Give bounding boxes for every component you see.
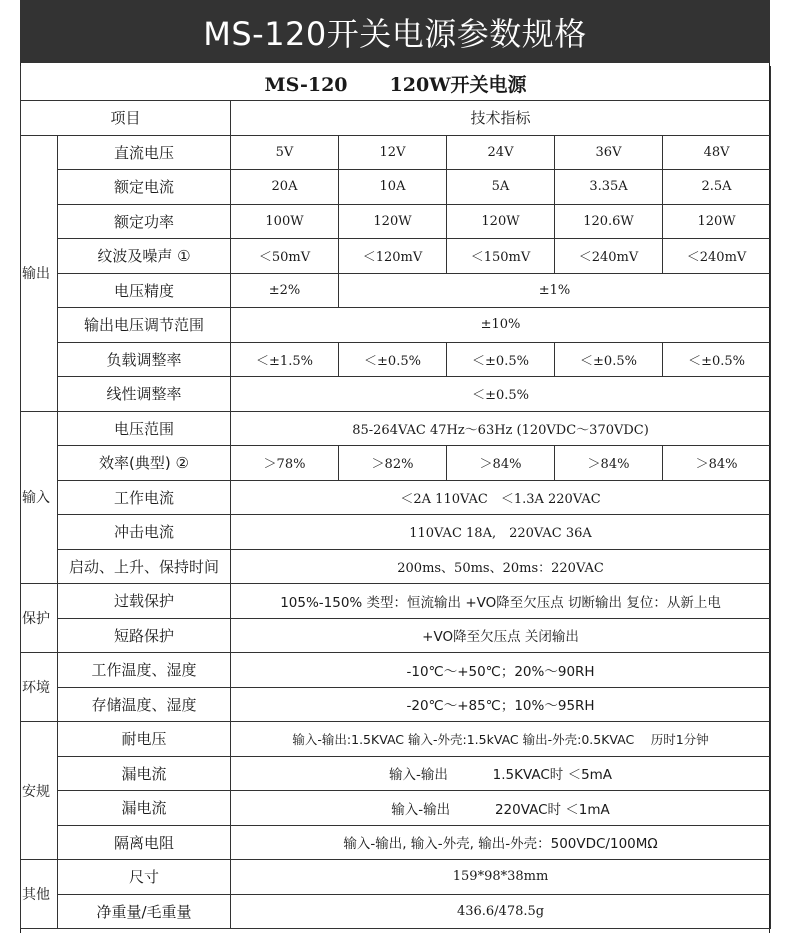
row-label: 效率(典型) ② xyxy=(58,446,231,481)
table-cell: 36V xyxy=(555,135,663,170)
header-row xyxy=(21,101,771,136)
row-label: 线性调整率 xyxy=(58,377,231,412)
row-label: 净重量/毛重量 xyxy=(58,894,231,929)
table-cell: 200ms、50ms、20ms：220VAC xyxy=(231,549,771,584)
group-environment: 环境 xyxy=(21,653,58,722)
table-row xyxy=(21,549,771,584)
table-row xyxy=(21,515,771,550)
table-cell: 5V xyxy=(231,135,339,170)
row-label: 工作电流 xyxy=(58,480,231,515)
table-row xyxy=(21,653,771,688)
model-name: 120W开关电源 xyxy=(389,73,527,96)
table-row xyxy=(21,204,771,239)
table-cell: 20A xyxy=(231,170,339,205)
table-cell: 110VAC 18A, 220VAC 36A xyxy=(231,515,771,550)
table-row xyxy=(21,756,771,791)
table-cell: +VO降至欠压点 关闭输出 xyxy=(231,618,771,653)
table-row xyxy=(21,894,771,929)
table-cell: -20℃～+85℃；10%～95RH xyxy=(231,687,771,722)
table-cell: 输入-输出:1.5KVAC 输入-外壳:1.5kVAC 输出-外壳:0.5KVAC 历时1分钟 xyxy=(231,722,771,757)
group-other: 其他 xyxy=(21,860,58,929)
row-label: 短路保护 xyxy=(58,618,231,653)
table-cell: 120.6W xyxy=(555,204,663,239)
table-cell: 24V xyxy=(447,135,555,170)
group-safety: 安规 xyxy=(21,722,58,860)
header-spec: 技术指标 xyxy=(231,101,771,136)
table-cell: ＜50mV xyxy=(231,239,339,274)
row-label: 纹波及噪声 ① xyxy=(58,239,231,274)
table-row xyxy=(21,411,771,446)
table-row xyxy=(21,584,771,619)
table-row xyxy=(21,308,771,343)
table-row xyxy=(21,446,771,481)
table-row xyxy=(21,170,771,205)
table-cell: ＜120mV xyxy=(339,239,447,274)
table-cell: 100W xyxy=(231,204,339,239)
table-cell: ＜240mV xyxy=(555,239,663,274)
row-label: 额定功率 xyxy=(58,204,231,239)
table-cell: ±1% xyxy=(339,273,771,308)
row-label: 直流电压 xyxy=(58,135,231,170)
table-cell: 12V xyxy=(339,135,447,170)
table-row xyxy=(21,239,771,274)
group-protection: 保护 xyxy=(21,584,58,653)
table-row xyxy=(21,135,771,170)
row-label: 负载调整率 xyxy=(58,342,231,377)
table-row xyxy=(21,377,771,412)
table-cell: ＜±0.5% xyxy=(555,342,663,377)
table-cell: ＞84% xyxy=(555,446,663,481)
table-cell: ＞84% xyxy=(663,446,771,481)
table-cell: 120W xyxy=(663,204,771,239)
row-label: 漏电流 xyxy=(58,756,231,791)
page-title-banner xyxy=(20,0,770,63)
row-label: 启动、上升、保持时间 xyxy=(58,549,231,584)
table-cell: ±2% xyxy=(231,273,339,308)
table-row xyxy=(21,860,771,895)
row-label: 漏电流 xyxy=(58,791,231,826)
row-label: 电压范围 xyxy=(58,411,231,446)
row-label: 尺寸 xyxy=(58,860,231,895)
table-cell: ＜150mV xyxy=(447,239,555,274)
row-label: 电压精度 xyxy=(58,273,231,308)
table-cell: 3.35A xyxy=(555,170,663,205)
model-row xyxy=(21,66,771,101)
row-label: 冲击电流 xyxy=(58,515,231,550)
table-cell: ＜±0.5% xyxy=(447,342,555,377)
table-cell: 5A xyxy=(447,170,555,205)
group-output: 输出 xyxy=(21,135,58,411)
header-item: 项目 xyxy=(21,101,231,136)
table-cell: 85-264VAC 47Hz～63Hz (120VDC～370VDC) xyxy=(231,411,771,446)
table-row xyxy=(21,342,771,377)
table-cell: ＜±1.5% xyxy=(231,342,339,377)
row-label: 存储温度、湿度 xyxy=(58,687,231,722)
table-row xyxy=(21,791,771,826)
table-cell: ±10% xyxy=(231,308,771,343)
table-cell: 输入-输出 1.5KVAC时 ＜5mA xyxy=(231,756,771,791)
table-cell: ＜±0.5% xyxy=(663,342,771,377)
row-label: 输出电压调节范围 xyxy=(58,308,231,343)
row-label: 隔离电阻 xyxy=(58,825,231,860)
table-cell: 436.6/478.5g xyxy=(231,894,771,929)
table-cell: ＞84% xyxy=(447,446,555,481)
table-cell: ＜240mV xyxy=(663,239,771,274)
table-cell: ＞82% xyxy=(339,446,447,481)
row-label: 额定电流 xyxy=(58,170,231,205)
table-cell: ＜±0.5% xyxy=(231,377,771,412)
table-cell: ＜±0.5% xyxy=(339,342,447,377)
table-cell: 120W xyxy=(447,204,555,239)
model-code: MS-120 xyxy=(264,73,348,96)
table-cell: 2.5A xyxy=(663,170,771,205)
table-cell: 输入-输出 220VAC时 ＜1mA xyxy=(231,791,771,826)
row-label: 过载保护 xyxy=(58,584,231,619)
table-row xyxy=(21,273,771,308)
row-label: 工作温度、湿度 xyxy=(58,653,231,688)
table-row xyxy=(21,618,771,653)
model-cell xyxy=(21,66,771,101)
table-cell: ＞78% xyxy=(231,446,339,481)
table-row xyxy=(21,480,771,515)
table-cell: 159*98*38mm xyxy=(231,860,771,895)
table-cell: 输入-输出, 输入-外壳, 输出-外壳：500VDC/100MΩ xyxy=(231,825,771,860)
spec-table xyxy=(20,66,771,929)
group-input: 输入 xyxy=(21,411,58,584)
table-row xyxy=(21,825,771,860)
table-cell: 105%-150% 类型：恒流输出 +VO降至欠压点 切断输出 复位：从新上电 xyxy=(231,584,771,619)
table-cell: 120W xyxy=(339,204,447,239)
table-row xyxy=(21,687,771,722)
row-label: 耐电压 xyxy=(58,722,231,757)
table-cell: ＜2A 110VAC ＜1.3A 220VAC xyxy=(231,480,771,515)
table-row xyxy=(21,722,771,757)
table-cell: 48V xyxy=(663,135,771,170)
table-cell: 10A xyxy=(339,170,447,205)
table-cell: -10℃～+50℃；20%～90RH xyxy=(231,653,771,688)
page-title: MS-120开关电源参数规格 xyxy=(203,14,587,53)
